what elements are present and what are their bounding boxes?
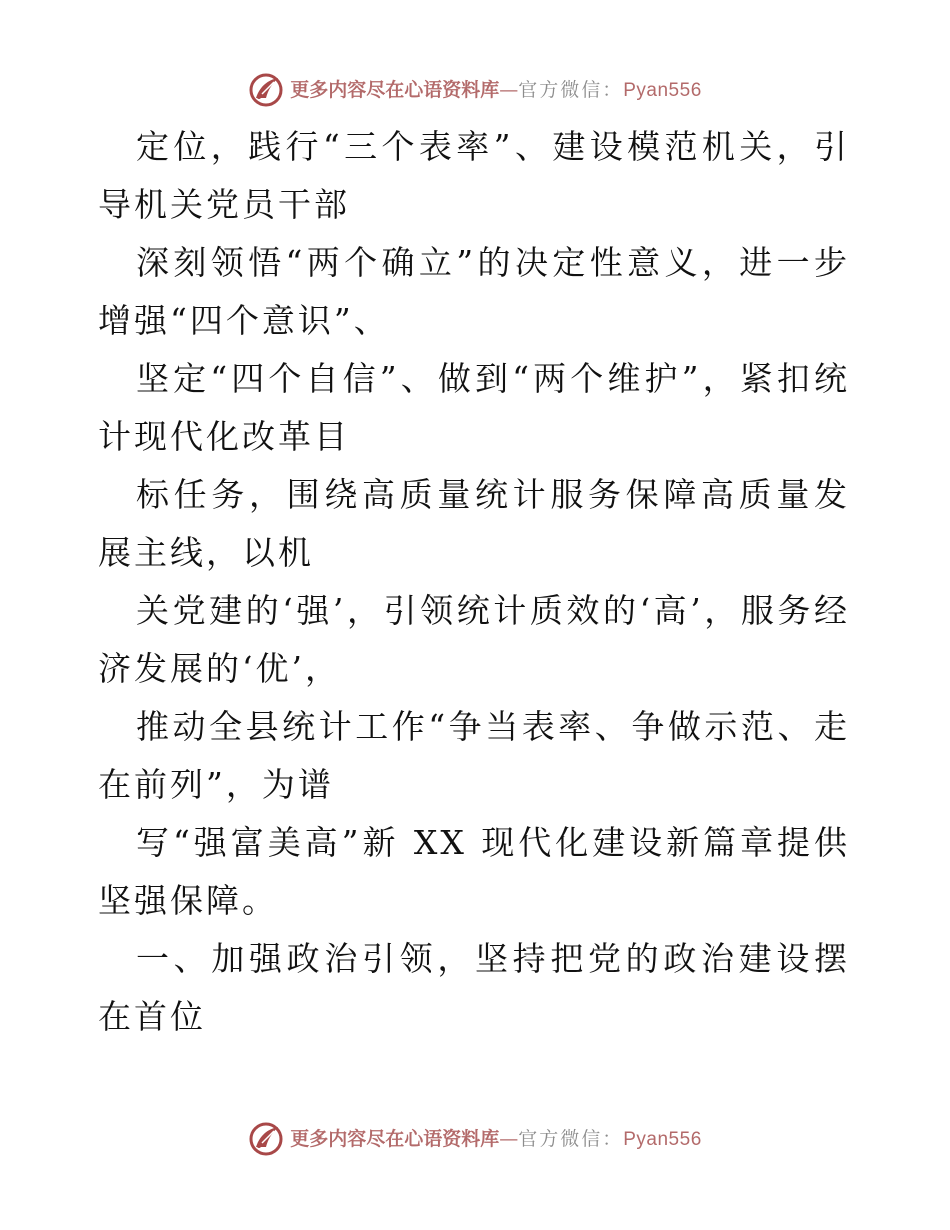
watermark-dash: — [499,78,519,101]
paragraph: 深刻领悟“两个确立”的决定性意义，进一步增强“四个意识”、 [98,243,850,340]
watermark-text [290,78,702,101]
footer-watermark [0,1119,950,1159]
watermark-account: Pyan556 [623,1128,702,1150]
paragraph: 坚定“四个自信”、做到“两个维护”，紧扣统计现代化改革目 [98,359,850,456]
watermark-text [290,1127,702,1150]
section-heading: 一、加强政治引领，坚持把党的政治建设摆在首位 [98,939,850,1036]
paragraph: 定位，践行“三个表率”、建设模范机关，引导机关党员干部 [98,127,850,224]
seal-logo-icon [248,72,284,108]
header-watermark [0,70,950,110]
seal-logo-icon [248,1121,284,1157]
watermark-main-text: 更多内容尽在心语资料库 [290,1127,500,1150]
watermark-sub-text: 官方微信： [518,78,624,101]
watermark-main-text: 更多内容尽在心语资料库 [290,78,500,101]
paragraph: 关党建的‘强’，引领统计质效的‘高’，服务经济发展的‘优’， [98,591,850,688]
paragraph: 标任务，围绕高质量统计服务保障高质量发展主线，以机 [98,475,850,572]
document-body [98,118,850,1046]
watermark-account: Pyan556 [623,79,702,101]
paragraph: 推动全县统计工作“争当表率、争做示范、走在前列”，为谱 [98,707,850,804]
watermark-dash: — [499,1127,519,1150]
paragraph: 写“强富美高”新 XX 现代化建设新篇章提供坚强保障。 [98,823,850,920]
watermark-sub-text: 官方微信： [518,1127,624,1150]
